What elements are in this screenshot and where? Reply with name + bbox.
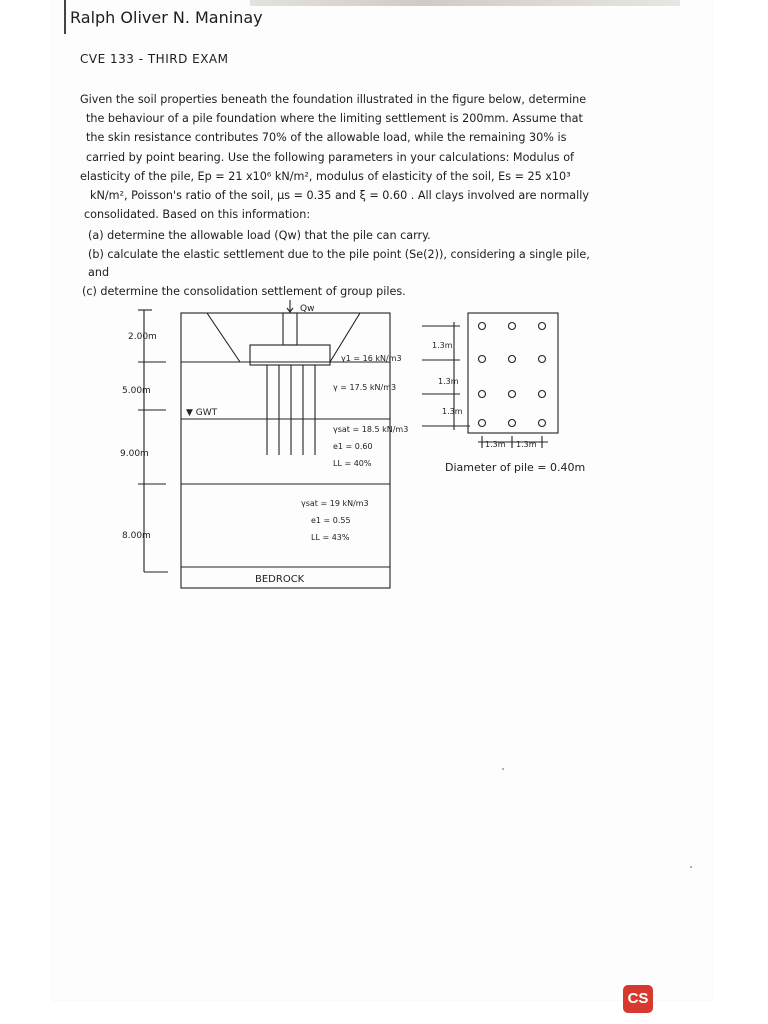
pile-circle xyxy=(509,420,516,427)
layer3-liquid-limit: LL = 40% xyxy=(333,459,372,468)
spacing-label: 1.3m xyxy=(485,440,506,449)
speck xyxy=(690,866,692,868)
pile-circle xyxy=(539,420,546,427)
bedrock-label: BEDROCK xyxy=(255,574,305,585)
question-b-continued: and xyxy=(88,266,110,279)
excavation-left xyxy=(207,313,250,362)
problem-line: carried by point bearing. Use the following parameters in your calculations: Modulus of xyxy=(86,150,574,164)
exam-title: CVE 133 - THIRD EXAM xyxy=(80,52,229,66)
problem-line: the behaviour of a pile foundation where the limiting settlement is 200mm. Assume that xyxy=(86,112,583,126)
question-c: (c) determine the consolidation settlement of group piles. xyxy=(82,285,406,298)
gwt-label: ▼ GWT xyxy=(186,408,218,418)
speck xyxy=(502,768,504,770)
pile-circle xyxy=(539,323,546,330)
author-name: Ralph Oliver N. Maninay xyxy=(70,8,263,27)
layer3-unit-weight: γsat = 18.5 kN/m3 xyxy=(333,425,409,434)
pile-circle xyxy=(479,323,486,330)
problem-line: Given the soil properties beneath the foundation illustrated in the figure below, determine xyxy=(80,93,587,106)
problem-line: elasticity of the pile, Ep = 21 x10⁶ kN/m², modulus of elasticity of the soil, Es = 25 x10³ xyxy=(80,169,571,183)
layer4-liquid-limit: LL = 43% xyxy=(311,533,350,542)
layer4-void-ratio: e1 = 0.55 xyxy=(311,516,351,525)
problem-line: kN/m², Poisson's ratio of the soil, μs = 0.35 and ξ = 0.60 . All clays involved are normally xyxy=(90,189,589,203)
spacing-label: 1.3m xyxy=(432,341,453,350)
depth-label: 9.00m xyxy=(120,449,149,459)
pile-circle xyxy=(479,356,486,363)
layer3-void-ratio: e1 = 0.60 xyxy=(333,442,373,451)
pile-diameter-note: Diameter of pile = 0.40m xyxy=(445,461,586,474)
pile-circle xyxy=(539,356,546,363)
depth-label: 2.00m xyxy=(128,332,157,342)
spacing-label: 1.3m xyxy=(438,377,459,386)
pile-circle xyxy=(509,391,516,398)
pile-plan-circles xyxy=(479,323,546,427)
problem-line: the skin resistance contributes 70% of the allowable load, while the remaining 30% is xyxy=(86,131,567,145)
question-a: (a) determine the allowable load (Qw) that the pile can carry. xyxy=(88,229,431,242)
pile-circle xyxy=(479,420,486,427)
spacing-label: 1.3m xyxy=(516,440,537,449)
layer2-unit-weight: γ = 17.5 kN/m3 xyxy=(333,383,397,392)
layer4-unit-weight: γsat = 19 kN/m3 xyxy=(301,499,369,508)
spacing-label: 1.3m xyxy=(442,407,463,416)
camscanner-logo: CS xyxy=(623,985,653,1013)
depth-label: 5.00m xyxy=(122,386,151,396)
depth-label: 8.00m xyxy=(122,531,151,541)
pile-circle xyxy=(479,391,486,398)
pile-circle xyxy=(509,356,516,363)
problem-line: consolidated. Based on this information: xyxy=(84,208,311,222)
question-b: (b) calculate the elastic settlement due to the pile point (Se(2)), considering a single pile, xyxy=(88,248,590,261)
load-label: Qw xyxy=(300,304,315,314)
pile-circle xyxy=(509,323,516,330)
column xyxy=(283,313,297,345)
pile-group-plan xyxy=(468,313,558,433)
pile-circle xyxy=(539,391,546,398)
layer1-unit-weight: γ1 = 16 kN/m3 xyxy=(341,354,402,363)
